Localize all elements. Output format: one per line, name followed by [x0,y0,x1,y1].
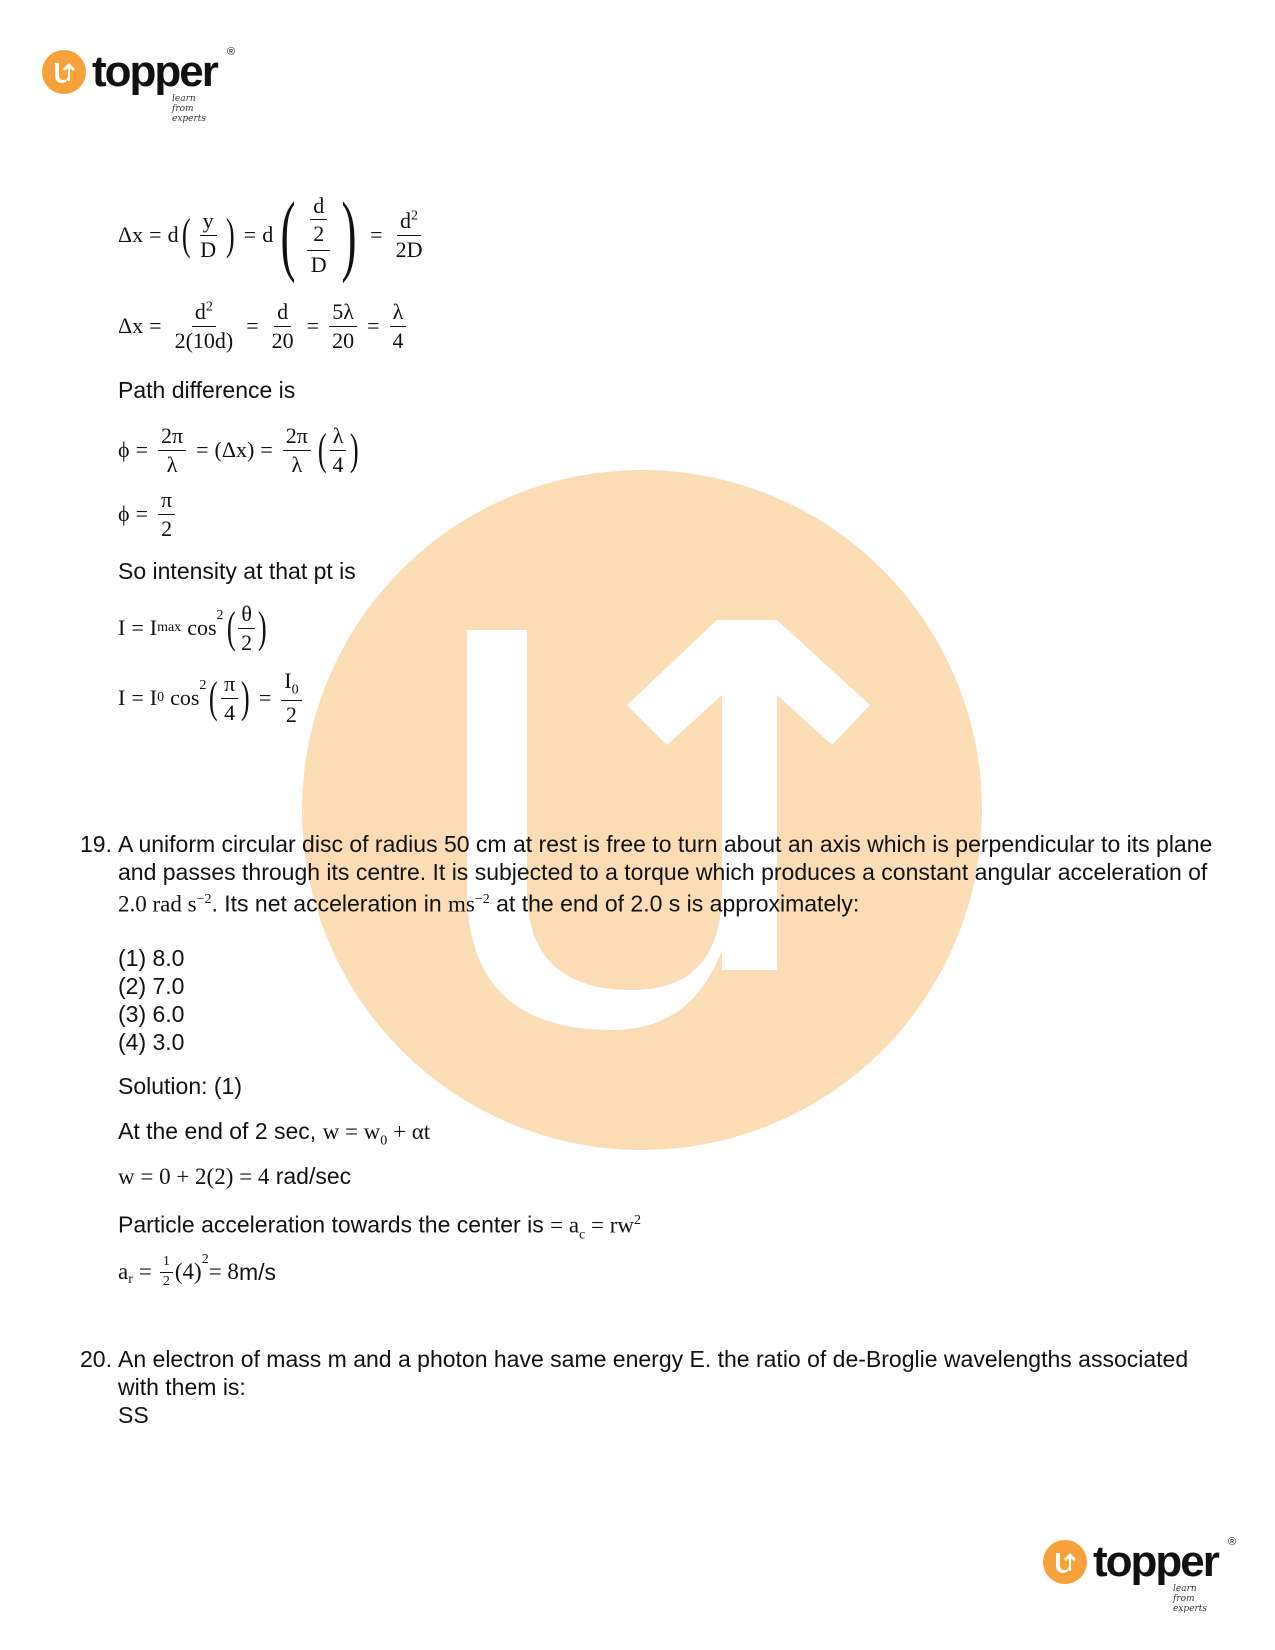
superscript: 2 [201,1252,209,1267]
frac-den: 2 [162,1273,170,1289]
step-unit: m/s [238,1258,276,1285]
q19-option-3: (3) 6.0 [118,1001,185,1027]
frac-num: I [284,668,292,694]
frac-num: 1 [160,1255,173,1273]
frac-den: 4 [224,699,236,725]
step-math: w = 0 + 2(2) = 4 [118,1164,270,1189]
question-number-20: 20. [80,1346,112,1372]
frac-den: 2(10d) [174,327,234,353]
q20-line-1: An electron of mass m and a photon have same energy E. the ratio of de-Broglie wavelengths associated [118,1346,1189,1372]
frac-den: 2 [285,702,297,728]
frac-num: λ [390,300,407,326]
step-math: w = w [322,1119,381,1144]
eq-term: d [262,222,274,247]
q19-unit: ms [448,891,475,917]
q20-line-2: with them is: [118,1374,246,1400]
q19-solution-step-2 [118,1162,351,1191]
eq-term: ϕ [118,501,130,526]
frac-den: 2 [313,221,325,247]
registered-mark: ® [1228,1536,1237,1548]
step-text: rad/sec [269,1163,352,1189]
step-math: (4) [174,1259,202,1284]
superscript: 2 [411,209,419,225]
topper-u-icon [1043,1540,1087,1584]
equation-3: ϕ = $\frac{2\pi}{\lambda}$ = (Δx) = $\frac{2\pi}{\lambda}$ ( $\frac{\lambda}{4}$ ) [118,423,359,477]
equation-6: I = I 0 cos $^2$ ( $\frac{\pi}{4}$ ) = $\frac{I_0}{2}$ [118,668,306,728]
step-text: At the end of 2 sec, [118,1118,323,1144]
frac-den: 20 [332,327,355,353]
eq-term: cos [170,685,200,710]
eq-term: I [118,685,126,710]
intensity-text: So intensity at that pt is [118,558,356,584]
topper-u-icon [42,50,86,94]
step-math: + αt [387,1119,431,1144]
q19-solution-step-4 [118,1248,276,1296]
subscript: 0 [380,1133,388,1149]
frac-den: 20 [271,327,294,353]
step-math: = rw [585,1212,634,1238]
eq-term: (Δx) [214,437,255,462]
superscript: −2 [196,892,212,907]
step-math: = 8 [208,1259,239,1284]
q19-solution-step-1 [118,1117,430,1156]
watermark-logo-icon [302,470,982,1150]
step-math: = [138,1259,152,1284]
brand-name: topper [92,47,217,96]
brand-tagline: learn from experts [172,94,207,124]
step-math: a [118,1259,129,1284]
q19-solution-step-3 [118,1207,641,1249]
frac-num: λ [330,424,347,450]
subscript: max [157,620,182,635]
frac-num: d [310,194,327,220]
frac-den: λ [166,451,178,477]
superscript: 2 [205,300,213,316]
frac-den: D [200,236,217,262]
q19-option-2: (2) 7.0 [118,973,185,999]
equation-5: I = I max cos $^2$ ( $\frac{\theta}{2}$ ) [118,601,267,655]
eq-term: Δx [118,222,144,247]
frac-den: 4 [332,451,344,477]
superscript: 2 [199,678,207,693]
frac-num: d [400,208,412,234]
q19-accel-value: 2.0 rad s [118,891,197,917]
frac-num: π [221,672,238,698]
frac-num: d [194,299,206,325]
q19-line-3-text: . Its net acceleration in [211,890,448,917]
superscript: 2 [634,1213,641,1228]
frac-num: 2π [283,424,311,450]
eq-term: d [167,222,179,247]
equation-2: Δx = $\frac{d^2}{2(10d)}$ = $\frac{d}{20}$ = $\frac{5\lambda}{20}$ = $\frac{\lambda}{4}$ [118,296,411,356]
subscript: r [128,1272,133,1287]
path-difference-text: Path difference is [118,377,296,403]
frac-num: d [274,300,291,326]
registered-mark: ® [227,46,236,58]
frac-den: 2D [395,236,423,262]
step-text: Particle acceleration towards the center is [118,1211,551,1238]
superscript: −2 [474,892,490,907]
frac-num: y [200,209,217,235]
frac-num: θ [238,602,255,628]
subscript: c [579,1227,586,1243]
q19-option-4: (4) 3.0 [118,1029,185,1055]
brand-name: topper [1093,1537,1218,1586]
subscript: 0 [291,682,299,698]
frac-num: 5λ [329,300,357,326]
eq-term: I [149,685,158,710]
brand-tagline: learn from experts [1173,1584,1208,1614]
step-math: = a [550,1212,580,1238]
q19-solution-label: Solution: (1) [118,1073,243,1099]
q19-option-1: (1) 8.0 [118,945,185,971]
eq-term: ϕ [118,437,130,462]
frac-num: π [158,488,175,514]
eq-term: I [118,615,126,640]
eq-term: I [149,615,158,640]
frac-den: D [310,251,327,277]
q20-line-3: SS [118,1402,149,1428]
frac-den: 2 [241,629,253,655]
eq-term: cos [187,615,217,640]
eq-term: Δx [118,313,144,338]
q19-line-1: A uniform circular disc of radius 50 cm at rest is free to turn about an axis which is perpendicular to its plane [118,831,1213,857]
topper-logo-top [42,46,236,124]
topper-logo-bottom [1043,1536,1237,1614]
equation-4: ϕ = $\frac{\pi}{2}$ [118,486,179,542]
q19-line-3 [118,886,859,919]
q19-line-3-end: at the end of 2.0 s is approximately: [489,890,860,917]
frac-den: λ [291,451,303,477]
frac-den: 2 [161,515,173,541]
q19-line-2: and passes through its centre. It is subjected to a torque which produces a constant angular acceleration of [118,859,1208,885]
equation-1: Δx = d ( $\frac{y}{D}$ ) = d ( $\frac{\frac{d}{2}}{D}$ ) = $\frac{d^2}{2D}$ [118,190,429,280]
frac-num: 2π [158,424,186,450]
question-number-19: 19. [80,831,112,857]
frac-den: 4 [392,327,404,353]
superscript: 2 [216,608,224,623]
subscript: 0 [157,690,165,705]
